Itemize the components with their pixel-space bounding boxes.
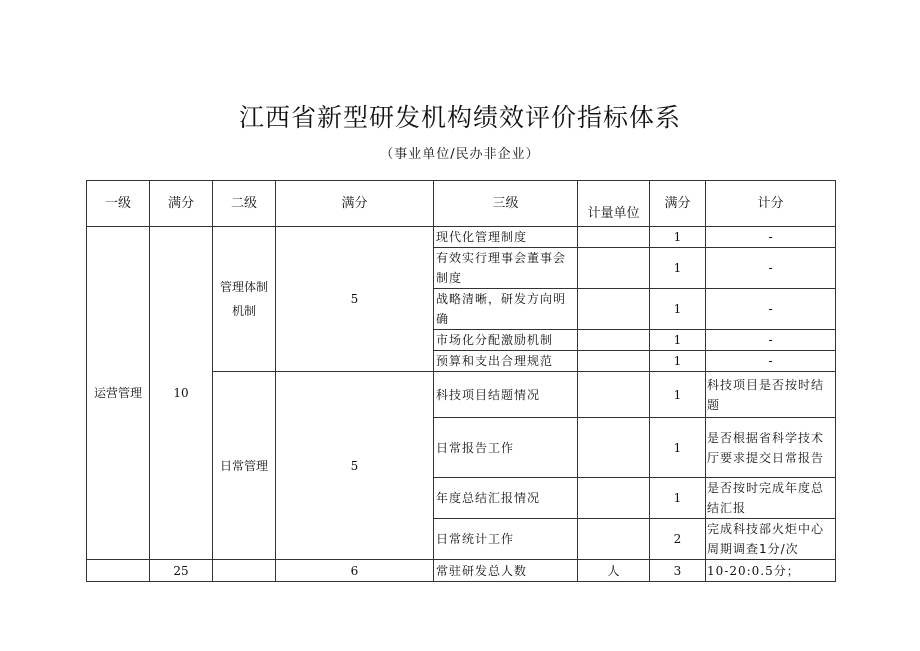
header-level3: 三级 [434, 181, 578, 227]
scoring-line2: 题 [707, 397, 721, 412]
level3-cell: 日常报告工作 [434, 418, 578, 478]
unit-cell [578, 519, 650, 560]
level2-line2: 机制 [231, 304, 256, 318]
scoring-cell: - [706, 248, 836, 289]
scoring-line2: 周期调查1分/次 [707, 542, 799, 556]
indicator-table [86, 180, 836, 582]
header-level2: 二级 [213, 181, 276, 227]
unit-cell [578, 289, 650, 330]
score3-cell: 1 [650, 330, 706, 351]
scoring-line2: 结汇报 [707, 501, 747, 515]
score1-cell: 25 [150, 560, 213, 582]
level3-cell: 市场化分配激励机制 [434, 330, 578, 351]
score3-cell: 1 [650, 227, 706, 248]
scoring-cell: - [706, 289, 836, 330]
unit-cell [578, 478, 650, 519]
unit-cell [578, 248, 650, 289]
level3-cell: 战略清晰，研发方向明确 [434, 289, 578, 330]
level3-cell: 日常统计工作 [434, 519, 578, 560]
score2-cell: 6 [276, 560, 434, 582]
score1-cell: 10 [150, 227, 213, 560]
score3-cell: 1 [650, 372, 706, 418]
page-title: 江西省新型研发机构绩效评价指标体系 [238, 103, 681, 132]
unit-cell: 人 [578, 560, 650, 582]
score2-cell: 5 [276, 372, 434, 560]
header-score2: 满分 [276, 181, 434, 227]
score3-cell: 1 [650, 289, 706, 330]
scoring-cell [706, 478, 836, 519]
score3-cell: 2 [650, 519, 706, 560]
level3-cell: 现代化管理制度 [434, 227, 578, 248]
scoring-cell: 10-20:0.5分； [706, 560, 836, 582]
scoring-cell: - [706, 227, 836, 248]
level3-cell: 有效实行理事会董事会制度 [434, 248, 578, 289]
unit-cell [578, 351, 650, 372]
scoring-line1: 完成科技部火炬中心 [707, 522, 825, 536]
header-scoring: 计分 [706, 181, 836, 227]
unit-cell [578, 330, 650, 351]
score2-cell: 5 [276, 227, 434, 372]
header-unit: 计量单位 [578, 181, 650, 227]
level2-cell: 日常管理 [213, 372, 276, 560]
header-level1: 一级 [87, 181, 150, 227]
score3-cell: 1 [650, 248, 706, 289]
level3-cell: 预算和支出合理规范 [434, 351, 578, 372]
score3-cell: 1 [650, 351, 706, 372]
table-row [87, 560, 836, 582]
scoring-cell: - [706, 330, 836, 351]
level3-cell: 年度总结汇报情况 [434, 478, 578, 519]
level2-line1: 管理体制 [219, 280, 268, 294]
level2-text [220, 275, 268, 323]
scoring-line2: 厅要求提交日常报告 [707, 450, 825, 465]
level2-cell [213, 560, 276, 582]
header-row [87, 181, 836, 227]
page-subtitle: （事业单位/民办非企业） [380, 147, 540, 162]
unit-cell [578, 227, 650, 248]
score3-cell: 1 [650, 478, 706, 519]
scoring-cell [706, 418, 836, 478]
score3-cell: 1 [650, 418, 706, 478]
unit-cell [578, 418, 650, 478]
scoring-cell: - [706, 351, 836, 372]
table-row [87, 227, 836, 248]
scoring-cell [706, 372, 836, 418]
score3-cell: 3 [650, 560, 706, 582]
scoring-line1: 科技项目是否按时结 [707, 377, 825, 392]
unit-cell [578, 372, 650, 418]
level1-cell: 运营管理 [87, 227, 150, 560]
level1-cell [87, 560, 150, 582]
header-score3: 满分 [650, 181, 706, 227]
level3-cell: 科技项目结题情况 [434, 372, 578, 418]
scoring-cell [706, 519, 836, 560]
scoring-line1: 是否按时完成年度总 [707, 481, 825, 495]
level2-cell [213, 227, 276, 372]
header-score1: 满分 [150, 181, 213, 227]
level3-cell: 常驻研发总人数 [434, 560, 578, 582]
scoring-line1: 是否根据省科学技术 [707, 430, 825, 445]
